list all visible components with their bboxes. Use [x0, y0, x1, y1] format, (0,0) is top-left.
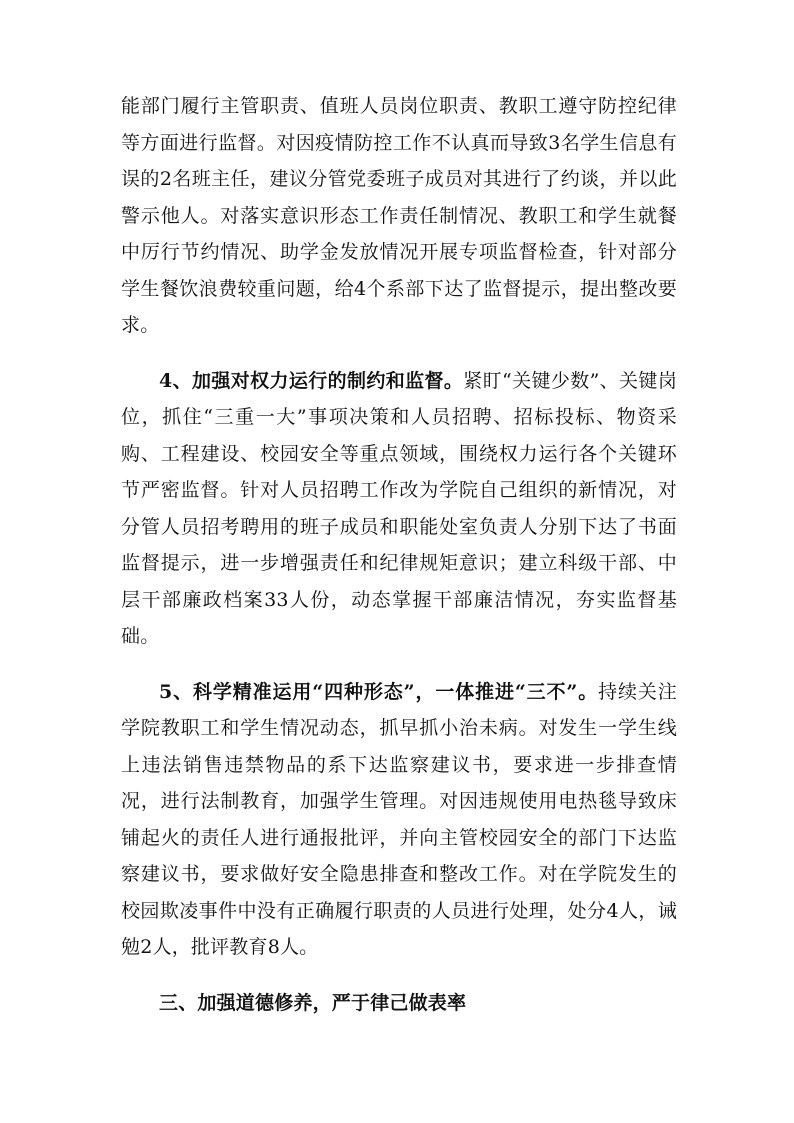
section-heading-three: 三、加强道德修养，严于律己做表率 [159, 991, 467, 1014]
document-body [121, 88, 677, 1021]
paragraph-body-four-forms: 持续关注学院教职工和学生情况动态，抓早抓小治未病。对发生一学生线上违法销售违禁物品的系下达监察建议书，要求进一步排查情况，进行法制教育，加强学生管理。对因违规使用电热毯导致床铺起火的责任人进行通报批评，并向主管校园安全的部门下达监察建议书，要求做好安全隐患排查和整改工作。对在学院发生的校园欺凌事件中没有正确履行职责的人员进行处理，处分4人，诫勉2人，批评教育8人。 [121, 680, 677, 958]
paragraph-lead-four-forms: 5、科学精准运用“四种形态”，一体推进“三不”。 [159, 680, 599, 703]
paragraph-four-forms [121, 674, 677, 966]
paragraph-lead-power-oversight: 4、加强对权力运行的制约和监督。 [159, 369, 464, 392]
paragraph-body-power-oversight: 紧盯“关键少数”、关键岗位，抓住“三重一大”事项决策和人员招聘、招标投标、物资采购、工程建设、校园安全等重点领域，围绕权力运行各个关键环节严密监督。针对人员招聘工作改为学院自己组织的新情况，对分管人员招考聘用的班子成员和职能处室负责人分别下达了书面监督提示，进一步增强责任和纪律规矩意识；建立科级干部、中层干部廉政档案33人份，动态掌握干部廉洁情况，夯实监督基础。 [121, 369, 678, 647]
paragraph-power-oversight [121, 363, 677, 655]
paragraph-supervision-epidemic: 能部门履行主管职责、值班人员岗位职责、教职工遵守防控纪律等方面进行监督。对因疫情防控工作不认真而导致3名学生信息有误的2名班主任，建议分管党委班子成员对其进行了约谈，并以此警示他人。对落实意识形态工作责任制情况、教职工和学生就餐中厉行节约情况、助学金发放情况开展专项监督检查，针对部分学生餐饮浪费较重问题，给4个系部下达了监督提示，提出整改要求。 [121, 95, 677, 336]
